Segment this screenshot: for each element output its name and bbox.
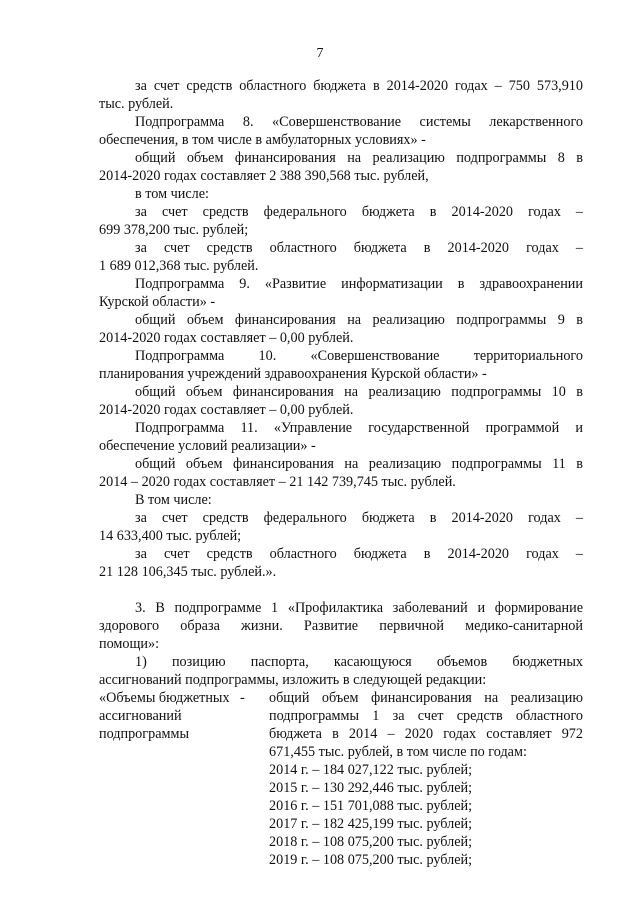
- text-line: 14 633,400 тыс. рублей;: [99, 528, 242, 544]
- text-line: 3. В подпрограмме 1 «Профилактика заболеваний и формирование: [135, 600, 583, 616]
- table-value-line: подпрограммы 1 за счет средств областного: [269, 708, 583, 724]
- text-line: В том числе:: [135, 492, 212, 508]
- text-line: планирования учреждений здравоохранения Курской области» -: [99, 366, 487, 382]
- text-line: за счет средств федерального бюджета в 2014-2020 годах –: [135, 204, 583, 220]
- table-value-line: общий объем финансирования на реализацию: [269, 690, 583, 706]
- table-label: подпрограммы: [99, 726, 189, 742]
- text-line: в том числе:: [135, 186, 209, 202]
- table-label: ассигнований: [99, 708, 182, 724]
- table-value-line: 2018 г. – 108 075,200 тыс. рублей;: [269, 834, 473, 850]
- table-value-line: 2019 г. – 108 075,200 тыс. рублей;: [269, 852, 473, 868]
- text-line: 2014-2020 годах составляет – 0,00 рублей.: [99, 402, 354, 418]
- text-line: за счет средств областного бюджета в 2014-2020 годах –: [135, 240, 583, 256]
- table-dash: -: [240, 690, 245, 706]
- text-line: 2014-2020 годах составляет – 0,00 рублей.: [99, 330, 354, 346]
- text-line: за счет средств областного бюджета в 2014-2020 годах – 750 573,910: [135, 78, 583, 94]
- table-value-line: бюджета в 2014 – 2020 годах составляет 972: [269, 726, 583, 742]
- text-line: за счет средств федерального бюджета в 2014-2020 годах –: [135, 510, 583, 526]
- table-value-line: 2017 г. – 182 425,199 тыс. рублей;: [269, 816, 473, 832]
- text-line: ассигнований подпрограммы, изложить в следующей редакции:: [99, 672, 487, 688]
- text-line: Подпрограмма 9. «Развитие информатизации в здравоохранении: [135, 276, 583, 292]
- table-value-line: 2016 г. – 151 701,088 тыс. рублей;: [269, 798, 473, 814]
- table-value-line: 671,455 тыс. рублей, в том числе по годам:: [269, 744, 527, 760]
- text-line: здорового образа жизни. Развитие первичной медико-санитарной: [99, 618, 583, 634]
- text-line: общий объем финансирования на реализацию подпрограммы 8 в: [135, 150, 583, 166]
- table-value-line: 2015 г. – 130 292,446 тыс. рублей;: [269, 780, 473, 796]
- text-line: общий объем финансирования на реализацию подпрограммы 10 в: [135, 384, 583, 400]
- page-number: 7: [316, 46, 324, 61]
- text-line: 1) позицию паспорта, касающуюся объемов бюджетных: [135, 654, 583, 670]
- text-line: 699 378,200 тыс. рублей;: [99, 222, 249, 238]
- text-line: 2014-2020 годах составляет 2 388 390,568 тыс. рублей,: [99, 168, 429, 184]
- text-line: общий объем финансирования на реализацию подпрограммы 9 в: [135, 312, 583, 328]
- text-line: обеспечения, в том числе в амбулаторных условиях» -: [99, 132, 426, 148]
- table-value-line: 2014 г. – 184 027,122 тыс. рублей;: [269, 762, 473, 778]
- text-line: Подпрограмма 8. «Совершенствование системы лекарственного: [135, 114, 583, 130]
- text-line: Курской области» -: [99, 294, 216, 310]
- text-line: 1 689 012,368 тыс. рублей.: [99, 258, 259, 274]
- text-line: общий объем финансирования на реализацию подпрограммы 11 в: [135, 456, 583, 472]
- text-line: 21 128 106,345 тыс. рублей.».: [99, 564, 277, 580]
- text-line: помощи»:: [99, 636, 160, 652]
- text-line: Подпрограмма 10. «Совершенствование территориального: [135, 348, 583, 364]
- table-label: «Объемы бюджетных: [99, 690, 230, 706]
- text-line: за счет средств областного бюджета в 2014-2020 годах –: [135, 546, 583, 562]
- text-line: тыс. рублей.: [99, 96, 174, 112]
- text-line: Подпрограмма 11. «Управление государственной программой и: [135, 420, 583, 436]
- text-line: 2014 – 2020 годах составляет – 21 142 739,745 тыс. рублей.: [99, 474, 456, 490]
- text-line: обеспечение условий реализации» -: [99, 438, 316, 454]
